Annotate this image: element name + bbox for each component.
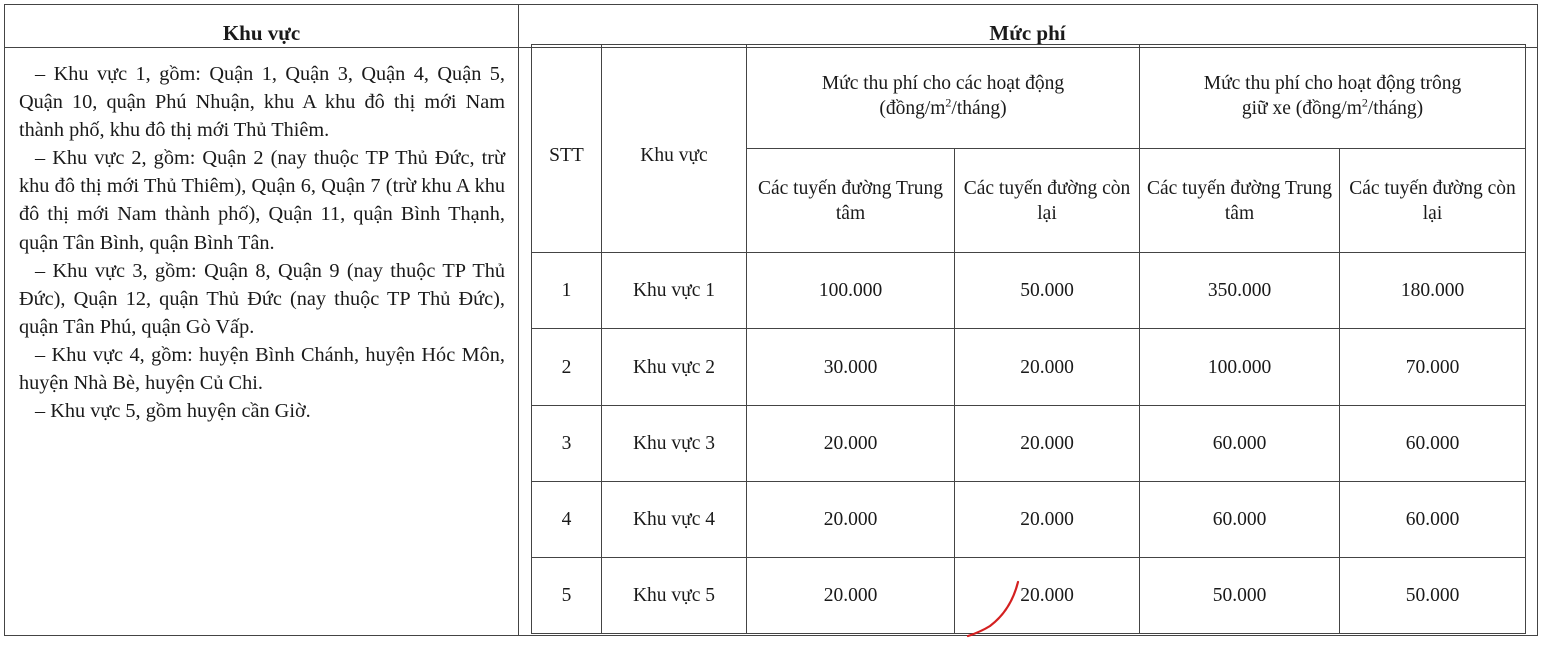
cell-parking-remaining: 50.000 [1340, 557, 1526, 633]
subheader-remaining: Các tuyến đường còn lại [955, 149, 1140, 253]
cell-activity-central: 20.000 [747, 405, 955, 481]
fee-table [531, 44, 1526, 634]
cell-parking-remaining: 180.000 [1340, 253, 1526, 329]
cell-area: Khu vực 4 [602, 481, 747, 557]
table-row [532, 481, 1526, 557]
cell-parking-central: 100.000 [1140, 329, 1340, 405]
region-description [19, 60, 505, 425]
cell-stt: 5 [532, 557, 602, 633]
header-activity-fees [747, 45, 1140, 149]
cell-activity-central: 30.000 [747, 329, 955, 405]
region-paragraph: – Khu vực 2, gồm: Quận 2 (nay thuộc TP Thủ Đức, trừ khu đô thị mới Thủ Thiêm), Quận 6, Quận 7 (trừ khu A khu đô thị mới Nam thành phố), Quận 11, quận Bình Thạnh, quận Tân Bình, quận Bình Tân. [19, 147, 505, 254]
header-fee: Mức phí [989, 21, 1066, 45]
subheader-central: Các tuyến đường Trung tâm [1140, 149, 1340, 253]
table-row [532, 253, 1526, 329]
cell-activity-remaining: 20.000 [955, 481, 1140, 557]
cell-parking-central: 350.000 [1140, 253, 1340, 329]
header-stt: STT [532, 45, 602, 253]
cell-activity-central: 20.000 [747, 557, 955, 633]
header-area: Khu vực [222, 21, 301, 45]
cell-activity-remaining: 50.000 [955, 253, 1140, 329]
header-parking-fees [1140, 45, 1526, 149]
header-activity-unit: $(đồng/m^2/tháng)$ [879, 95, 1007, 119]
cell-activity-central: 100.000 [747, 253, 955, 329]
cell-activity-remaining: 20.000 [955, 329, 1140, 405]
cell-area: Khu vực 3 [602, 405, 747, 481]
header-activity-title: Mức thu phí cho các hoạt động [821, 73, 1065, 94]
cell-parking-remaining: 70.000 [1340, 329, 1526, 405]
cell-area: Khu vực 1 [602, 253, 747, 329]
header-parking-unit: giữ xe $(đồng/m^2/tháng)$ [1241, 95, 1424, 119]
subheader-remaining: Các tuyến đường còn lại [1340, 149, 1526, 253]
cell-area: Khu vực 2 [602, 329, 747, 405]
table-row [532, 557, 1526, 633]
table-header-row [532, 45, 1526, 149]
cell-parking-central: 60.000 [1140, 405, 1340, 481]
subheader-central: Các tuyến đường Trung tâm [747, 149, 955, 253]
region-paragraph: – Khu vực 1, gồm: Quận 1, Quận 3, Quận 4, Quận 5, Quận 10, quận Phú Nhuận, khu A khu đô thị mới Nam thành phố, khu đô thị mới Thủ Thiêm. [19, 63, 505, 142]
cell-parking-remaining: 60.000 [1340, 481, 1526, 557]
cell-activity-central: 20.000 [747, 481, 955, 557]
cell-activity-remaining: 20.000 [955, 405, 1140, 481]
table-row [532, 329, 1526, 405]
cell-area: Khu vực 5 [602, 557, 747, 633]
cell-parking-central: 50.000 [1140, 557, 1340, 633]
cell-activity-remaining: 20.000 [955, 557, 1140, 633]
cell-stt: 1 [532, 253, 602, 329]
table-row [532, 405, 1526, 481]
region-paragraph: – Khu vực 3, gồm: Quận 8, Quận 9 (nay thuộc TP Thủ Đức), Quận 12, quận Thủ Đức (nay thuộc TP Thủ Đức), quận Tân Phú, quận Gò Vấp. [19, 259, 505, 338]
region-paragraph: – Khu vực 4, gồm: huyện Bình Chánh, huyện Hóc Môn, huyện Nhà Bè, huyện Củ Chi. [19, 343, 505, 395]
cell-stt: 4 [532, 481, 602, 557]
cell-parking-remaining: 60.000 [1340, 405, 1526, 481]
cell-parking-central: 60.000 [1140, 481, 1340, 557]
cell-stt: 3 [532, 405, 602, 481]
cell-stt: 2 [532, 329, 602, 405]
header-area: Khu vực [602, 45, 747, 253]
region-paragraph: – Khu vực 5, gồm huyện cần Giờ. [35, 400, 311, 423]
column-divider [518, 5, 519, 635]
header-parking-title: Mức thu phí cho hoạt động trông [1203, 73, 1462, 94]
